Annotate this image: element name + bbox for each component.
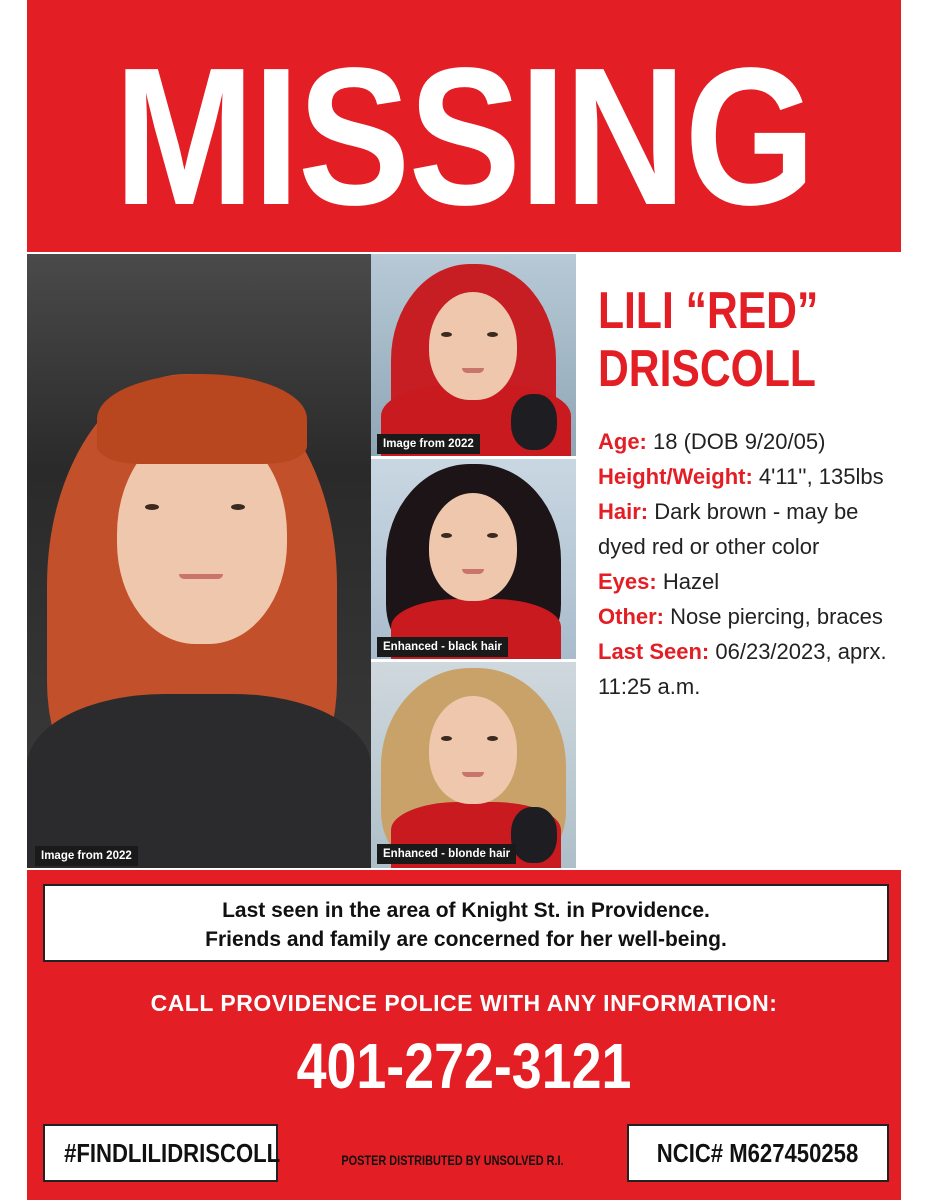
hashtag-text: #FINDLILIDRISCOLL <box>64 1138 281 1168</box>
poster-title: MISSING <box>114 27 814 246</box>
hashtag-box <box>43 1124 281 1182</box>
detail-other: Other: Nose piercing, braces <box>598 604 883 629</box>
side-photo-1-caption: Image from 2022 <box>377 434 480 454</box>
detail-hair: Hair: Dark brown - may be dyed red or other color <box>598 499 859 559</box>
phone-number: 401-272-3121 <box>296 1030 632 1102</box>
call-police-text: CALL PROVIDENCE POLICE WITH ANY INFORMATION: <box>150 990 778 1016</box>
side-photo-3-caption: Enhanced - blonde hair <box>377 844 516 864</box>
detail-last-seen: Last Seen: 06/23/2023, aprx. 11:25 a.m. <box>598 639 887 699</box>
last-seen-banner <box>43 884 889 962</box>
ncic-text: NCIC# M627450258 <box>657 1138 859 1168</box>
side-photo-enhanced-blonde-hair <box>371 662 576 868</box>
detail-age: Age: 18 (DOB 9/20/05) <box>598 429 826 454</box>
detail-eyes: Eyes: Hazel <box>598 569 720 594</box>
missing-poster <box>27 0 901 1200</box>
person-name-line2: DRISCOLL <box>598 340 816 398</box>
main-photo <box>27 254 371 868</box>
ncic-box <box>627 1124 889 1182</box>
person-name-line1: LILI “RED” <box>598 282 819 340</box>
person-info <box>576 254 901 868</box>
main-photo-caption: Image from 2022 <box>35 846 138 866</box>
photo-info-panel <box>27 252 901 870</box>
side-photo-enhanced-black-hair <box>371 459 576 659</box>
banner-line-1: Last seen in the area of Knight St. in Providence. <box>222 899 710 922</box>
detail-height-weight: Height/Weight: 4'11'', 135lbs <box>598 464 884 489</box>
person-details <box>598 424 901 704</box>
side-photo-2022 <box>371 254 576 456</box>
side-photo-2-caption: Enhanced - black hair <box>377 637 508 657</box>
banner-line-2: Friends and family are concerned for her well-being. <box>205 928 727 951</box>
distributed-by-text: POSTER DISTRIBUTED BY UNSOLVED R.I. <box>341 1152 564 1168</box>
